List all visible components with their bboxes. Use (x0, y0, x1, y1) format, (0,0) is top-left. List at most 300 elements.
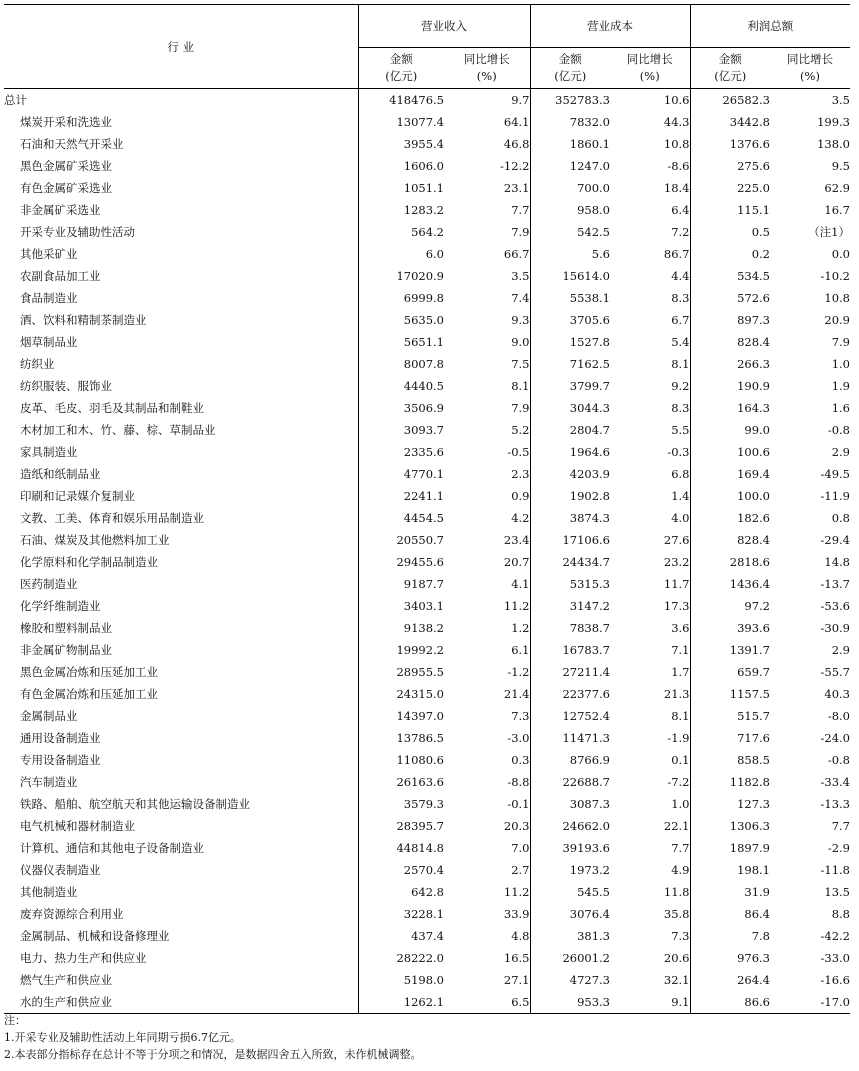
industry-name: 黑色金属矿采选业 (20, 159, 112, 173)
amount-cell: 1157.5 (690, 683, 770, 705)
growth-cell: 4.9 (671, 863, 690, 877)
notes-title: 注： (4, 1014, 26, 1027)
growth-cell: （注1） (808, 225, 850, 239)
amount-cell: 12752.4 (530, 705, 610, 727)
table-row (4, 397, 850, 419)
table-row (4, 133, 850, 155)
growth-cell: 40.3 (824, 687, 850, 701)
growth-cell: 4.2 (511, 511, 530, 525)
amount-cell: 1051.1 (358, 177, 444, 199)
industry-name: 金属制品、机械和设备修理业 (20, 929, 170, 943)
growth-cell: -0.8 (827, 423, 850, 437)
industry-name: 酒、饮料和精制茶制造业 (20, 313, 147, 327)
industry-name: 化学原料和化学制品制造业 (20, 555, 158, 569)
amount-cell: 27211.4 (530, 661, 610, 683)
industry-table (4, 4, 850, 1014)
table-row (4, 639, 850, 661)
industry-name: 纺织业 (20, 357, 55, 371)
growth-cell: 7.0 (511, 841, 530, 855)
industry-name: 烟草制品业 (20, 335, 78, 349)
table-row (4, 749, 850, 771)
subheader-amount (690, 48, 770, 89)
growth-cell: 5.5 (671, 423, 690, 437)
amount-cell: 5635.0 (358, 309, 444, 331)
table-row (4, 155, 850, 177)
industry-name: 食品制造业 (20, 291, 78, 305)
growth-cell: 2.7 (511, 863, 530, 877)
industry-name: 非金属矿物制品业 (20, 643, 112, 657)
growth-cell: 9.5 (831, 159, 850, 173)
amount-cell: 564.2 (358, 221, 444, 243)
amount-cell: 659.7 (690, 661, 770, 683)
subheader-unit: (%) (476, 69, 497, 83)
growth-cell: -8.8 (507, 775, 530, 789)
table-row (4, 265, 850, 287)
table-row (4, 375, 850, 397)
amount-cell: 182.6 (690, 507, 770, 529)
growth-cell: 1.2 (511, 621, 530, 635)
amount-cell: 2804.7 (530, 419, 610, 441)
amount-cell: 4440.5 (358, 375, 444, 397)
amount-cell: 127.3 (690, 793, 770, 815)
amount-cell: 14397.0 (358, 705, 444, 727)
amount-cell: 1283.2 (358, 199, 444, 221)
table-row (4, 287, 850, 309)
table-row (4, 353, 850, 375)
table-row (4, 859, 850, 881)
subheader-label: 金额 (389, 52, 413, 66)
growth-cell: 27.1 (503, 973, 530, 987)
growth-cell: 23.1 (503, 181, 530, 195)
subheader-unit: (亿元) (385, 69, 418, 83)
amount-cell: 31.9 (690, 881, 770, 903)
industry-name: 有色金属冶炼和压延加工业 (20, 687, 158, 701)
growth-cell: 9.1 (610, 991, 690, 1014)
table-row (4, 551, 850, 573)
growth-cell: 138.0 (817, 137, 850, 151)
growth-cell: 13.5 (824, 885, 850, 899)
amount-cell: 1860.1 (530, 133, 610, 155)
amount-cell: 0.2 (690, 243, 770, 265)
growth-cell: 0.0 (831, 247, 850, 261)
amount-cell: 2570.4 (358, 859, 444, 881)
table-row (4, 419, 850, 441)
amount-cell: 264.4 (690, 969, 770, 991)
growth-cell: 1.7 (671, 665, 690, 679)
growth-cell: 23.4 (503, 533, 530, 547)
amount-cell: 5315.3 (530, 573, 610, 595)
growth-cell: 7.9 (511, 225, 530, 239)
amount-cell: 44814.8 (358, 837, 444, 859)
growth-cell: 7.9 (511, 401, 530, 415)
amount-cell: 275.6 (690, 155, 770, 177)
amount-cell: 100.6 (690, 441, 770, 463)
subheader-amount (358, 48, 444, 89)
growth-cell: 33.9 (503, 907, 530, 921)
growth-cell: 7.7 (831, 819, 850, 833)
amount-cell: 6999.8 (358, 287, 444, 309)
amount-cell: 437.4 (358, 925, 444, 947)
growth-cell: 11.7 (663, 577, 690, 591)
growth-cell: 0.3 (511, 753, 530, 767)
growth-cell: 86.7 (663, 247, 690, 261)
growth-cell: 6.4 (671, 203, 690, 217)
growth-cell: 5.2 (511, 423, 530, 437)
growth-cell: -10.2 (820, 269, 850, 283)
growth-cell: 4.0 (671, 511, 690, 525)
amount-cell: 3506.9 (358, 397, 444, 419)
amount-cell: 393.6 (690, 617, 770, 639)
table-row (4, 331, 850, 353)
table-row (4, 815, 850, 837)
growth-cell: 6.7 (671, 313, 690, 327)
amount-cell: 2241.1 (358, 485, 444, 507)
amount-cell: 8007.8 (358, 353, 444, 375)
growth-cell: 199.3 (817, 115, 850, 129)
amount-cell: 22377.6 (530, 683, 610, 705)
amount-cell: 897.3 (690, 309, 770, 331)
industry-name: 橡胶和塑料制品业 (20, 621, 112, 635)
amount-cell: 86.6 (690, 991, 770, 1014)
amount-cell: 13077.4 (358, 111, 444, 133)
subheader-growth (444, 48, 530, 89)
industry-name: 水的生产和供应业 (4, 991, 358, 1014)
growth-cell: 20.7 (503, 555, 530, 569)
amount-cell: 39193.6 (530, 837, 610, 859)
industry-table-container (4, 4, 850, 1014)
header-revenue: 营业收入 (358, 5, 530, 48)
amount-cell: 3076.4 (530, 903, 610, 925)
amount-cell: 19992.2 (358, 639, 444, 661)
growth-cell: -12.2 (500, 159, 530, 173)
growth-cell: 0.1 (671, 753, 690, 767)
amount-cell: 828.4 (690, 331, 770, 353)
industry-name: 印刷和记录媒介复制业 (20, 489, 135, 503)
amount-cell: 26582.3 (690, 89, 770, 112)
amount-cell: 6.0 (358, 243, 444, 265)
amount-cell: 976.3 (690, 947, 770, 969)
amount-cell: 15614.0 (530, 265, 610, 287)
growth-cell: -49.5 (820, 467, 850, 481)
growth-cell: 2.9 (831, 445, 850, 459)
amount-cell: 13786.5 (358, 727, 444, 749)
industry-name: 家具制造业 (20, 445, 78, 459)
table-row (4, 947, 850, 969)
growth-cell: 44.3 (663, 115, 690, 129)
growth-cell: -0.5 (507, 445, 530, 459)
amount-cell: 86.4 (690, 903, 770, 925)
growth-cell: 35.8 (663, 907, 690, 921)
amount-cell: 5651.1 (358, 331, 444, 353)
amount-cell: 28395.7 (358, 815, 444, 837)
table-row (4, 969, 850, 991)
growth-cell: -8.6 (667, 159, 690, 173)
amount-cell: 381.3 (530, 925, 610, 947)
growth-cell: 6.8 (671, 467, 690, 481)
growth-cell: 16.5 (503, 951, 530, 965)
table-row (4, 507, 850, 529)
growth-cell: 21.4 (503, 687, 530, 701)
growth-cell: 10.8 (663, 137, 690, 151)
industry-name: 电气机械和器材制造业 (20, 819, 135, 833)
amount-cell: 99.0 (690, 419, 770, 441)
growth-cell: -8.0 (827, 709, 850, 723)
table-row (4, 991, 850, 1014)
amount-cell: 1902.8 (530, 485, 610, 507)
growth-cell: -7.2 (667, 775, 690, 789)
growth-cell: 8.3 (671, 291, 690, 305)
growth-cell: 7.9 (831, 335, 850, 349)
total-row (4, 89, 850, 112)
table-row (4, 595, 850, 617)
amount-cell: 24434.7 (530, 551, 610, 573)
growth-cell: 4.8 (511, 929, 530, 943)
header-cost: 营业成本 (530, 5, 690, 48)
growth-cell: 9.2 (671, 379, 690, 393)
table-row (4, 925, 850, 947)
amount-cell: 198.1 (690, 859, 770, 881)
industry-name: 燃气生产和供应业 (20, 973, 112, 987)
amount-cell: 3087.3 (530, 793, 610, 815)
amount-cell: 5538.1 (530, 287, 610, 309)
growth-cell: 5.4 (671, 335, 690, 349)
amount-cell: 5198.0 (358, 969, 444, 991)
growth-cell: 8.1 (671, 357, 690, 371)
growth-cell: 2.9 (831, 643, 850, 657)
growth-cell: 66.7 (503, 247, 530, 261)
amount-cell: 9138.2 (358, 617, 444, 639)
growth-cell: 10.6 (663, 93, 690, 107)
amount-cell: 2818.6 (690, 551, 770, 573)
amount-cell: 24315.0 (358, 683, 444, 705)
amount-cell: 515.7 (690, 705, 770, 727)
amount-cell: 1306.3 (690, 815, 770, 837)
amount-cell: 352783.3 (530, 89, 610, 112)
growth-cell: 1.4 (671, 489, 690, 503)
growth-cell: 7.2 (671, 225, 690, 239)
growth-cell: 1.6 (831, 401, 850, 415)
industry-name: 专用设备制造业 (20, 753, 101, 767)
table-row (4, 617, 850, 639)
amount-cell: 542.5 (530, 221, 610, 243)
industry-name: 铁路、船舶、航空航天和其他运输设备制造业 (20, 797, 250, 811)
industry-name: 文教、工美、体育和娱乐用品制造业 (20, 511, 204, 525)
amount-cell: 4727.3 (530, 969, 610, 991)
growth-cell: -30.9 (820, 621, 850, 635)
growth-cell: 3.5 (831, 93, 850, 107)
growth-cell: 2.3 (511, 467, 530, 481)
growth-cell: 6.5 (444, 991, 530, 1014)
amount-cell: 3044.3 (530, 397, 610, 419)
growth-cell: -11.9 (820, 489, 850, 503)
growth-cell: 8.1 (671, 709, 690, 723)
amount-cell: 100.0 (690, 485, 770, 507)
growth-cell: 7.7 (671, 841, 690, 855)
growth-cell: 7.7 (511, 203, 530, 217)
growth-cell: -0.8 (827, 753, 850, 767)
amount-cell: 7162.5 (530, 353, 610, 375)
growth-cell: 64.1 (503, 115, 530, 129)
amount-cell: 4454.5 (358, 507, 444, 529)
industry-name: 电力、热力生产和供应业 (20, 951, 147, 965)
subheader-unit: (亿元) (714, 69, 747, 83)
subheader-label: 同比增长 (626, 52, 673, 66)
amount-cell: 1247.0 (530, 155, 610, 177)
subheader-label: 金额 (718, 52, 742, 66)
growth-cell: 20.9 (824, 313, 850, 327)
growth-cell: 4.4 (671, 269, 690, 283)
amount-cell: 3579.3 (358, 793, 444, 815)
growth-cell: 27.6 (663, 533, 690, 547)
amount-cell: 5.6 (530, 243, 610, 265)
amount-cell: 1376.6 (690, 133, 770, 155)
growth-cell: 7.1 (671, 643, 690, 657)
growth-cell: -1.9 (667, 731, 690, 745)
table-row (4, 837, 850, 859)
table-row (4, 221, 850, 243)
industry-name: 废弃资源综合利用业 (20, 907, 124, 921)
amount-cell: 534.5 (690, 265, 770, 287)
growth-cell: 22.1 (663, 819, 690, 833)
amount-cell: 3799.7 (530, 375, 610, 397)
growth-cell: 20.6 (663, 951, 690, 965)
industry-name: 化学纤维制造业 (20, 599, 101, 613)
industry-name: 总计 (4, 93, 27, 107)
amount-cell: 4770.1 (358, 463, 444, 485)
industry-name: 通用设备制造业 (20, 731, 101, 745)
table-row (4, 573, 850, 595)
amount-cell: 418476.5 (358, 89, 444, 112)
amount-cell: 858.5 (690, 749, 770, 771)
industry-name: 纺织服装、服饰业 (20, 379, 112, 393)
table-row (4, 111, 850, 133)
growth-cell: -11.8 (820, 863, 850, 877)
industry-name: 有色金属矿采选业 (20, 181, 112, 195)
amount-cell: 29455.6 (358, 551, 444, 573)
amount-cell: 4203.9 (530, 463, 610, 485)
industry-name: 石油、煤炭及其他燃料加工业 (20, 533, 170, 547)
subheader-growth (610, 48, 690, 89)
growth-cell: 21.3 (663, 687, 690, 701)
subheader-label: 同比增长 (463, 52, 510, 66)
growth-cell: 3.6 (671, 621, 690, 635)
growth-cell: -24.0 (820, 731, 850, 745)
growth-cell: 11.2 (503, 599, 530, 613)
amount-cell: 26163.6 (358, 771, 444, 793)
amount-cell: 1964.6 (530, 441, 610, 463)
table-row (4, 727, 850, 749)
industry-name: 木材加工和木、竹、藤、棕、草制品业 (20, 423, 216, 437)
amount-cell: 17106.6 (530, 529, 610, 551)
growth-cell: 1.9 (831, 379, 850, 393)
growth-cell: 9.7 (511, 93, 530, 107)
growth-cell: -42.2 (820, 929, 850, 943)
growth-cell: 32.1 (663, 973, 690, 987)
subheader-label: 金额 (558, 52, 582, 66)
amount-cell: 3228.1 (358, 903, 444, 925)
table-row (4, 309, 850, 331)
amount-cell: 169.4 (690, 463, 770, 485)
amount-cell: 266.3 (690, 353, 770, 375)
growth-cell: -13.7 (820, 577, 850, 591)
growth-cell: 6.1 (511, 643, 530, 657)
table-row (4, 529, 850, 551)
amount-cell: 953.3 (530, 991, 610, 1014)
growth-cell: -53.6 (820, 599, 850, 613)
growth-cell: -33.4 (820, 775, 850, 789)
growth-cell: -13.3 (820, 797, 850, 811)
growth-cell: -16.6 (820, 973, 850, 987)
growth-cell: -55.7 (820, 665, 850, 679)
note-item-2: 2.本表部分指标存在总计不等于分项之和情况，是数据四舍五入所致，未作机械调整。 (4, 1048, 422, 1061)
amount-cell: 7.8 (690, 925, 770, 947)
amount-cell: 24662.0 (530, 815, 610, 837)
growth-cell: 11.2 (503, 885, 530, 899)
growth-cell: 8.8 (831, 907, 850, 921)
growth-cell: 4.1 (511, 577, 530, 591)
amount-cell: 700.0 (530, 177, 610, 199)
table-row (4, 441, 850, 463)
table-row (4, 463, 850, 485)
amount-cell: 9187.7 (358, 573, 444, 595)
growth-cell: 17.3 (663, 599, 690, 613)
growth-cell: 7.3 (671, 929, 690, 943)
amount-cell: 8766.9 (530, 749, 610, 771)
subheader-label: 同比增长 (787, 52, 833, 66)
amount-cell: 717.6 (690, 727, 770, 749)
growth-cell: 11.8 (663, 885, 690, 899)
growth-cell: 23.2 (663, 555, 690, 569)
growth-cell: 18.4 (663, 181, 690, 195)
growth-cell: 3.5 (511, 269, 530, 283)
table-row (4, 485, 850, 507)
subheader-unit: (亿元) (554, 69, 587, 83)
growth-cell: 14.8 (824, 555, 850, 569)
growth-cell: -0.3 (667, 445, 690, 459)
industry-name: 开采专业及辅助性活动 (20, 225, 135, 239)
amount-cell: 7832.0 (530, 111, 610, 133)
growth-cell: 10.8 (824, 291, 850, 305)
growth-cell: 9.0 (511, 335, 530, 349)
table-notes (4, 1012, 422, 1063)
amount-cell: 3874.3 (530, 507, 610, 529)
amount-cell: 545.5 (530, 881, 610, 903)
industry-name: 造纸和纸制品业 (20, 467, 101, 481)
table-row (4, 243, 850, 265)
growth-cell: -0.1 (507, 797, 530, 811)
amount-cell: 2335.6 (358, 441, 444, 463)
amount-cell: 3705.6 (530, 309, 610, 331)
table-row (4, 683, 850, 705)
amount-cell: 642.8 (358, 881, 444, 903)
growth-cell: 1.0 (671, 797, 690, 811)
growth-cell: 0.9 (511, 489, 530, 503)
growth-cell: 1.0 (831, 357, 850, 371)
growth-cell: -33.0 (820, 951, 850, 965)
table-row (4, 771, 850, 793)
amount-cell: 0.5 (690, 221, 770, 243)
amount-cell: 115.1 (690, 199, 770, 221)
amount-cell: 828.4 (690, 529, 770, 551)
growth-cell: 8.3 (671, 401, 690, 415)
industry-name: 煤炭开采和洗选业 (20, 115, 112, 129)
table-row (4, 793, 850, 815)
amount-cell: 1973.2 (530, 859, 610, 881)
amount-cell: 17020.9 (358, 265, 444, 287)
subheader-growth (770, 48, 850, 89)
amount-cell: 16783.7 (530, 639, 610, 661)
growth-cell: -17.0 (770, 991, 850, 1014)
